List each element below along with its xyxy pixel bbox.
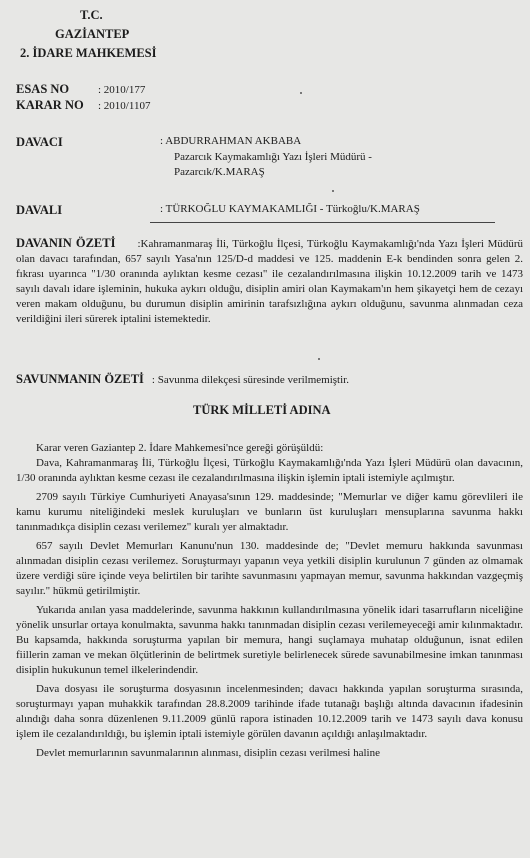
- savunma-ozeti-label: SAVUNMANIN ÖZETİ: [16, 372, 144, 386]
- scan-speck: [300, 92, 302, 94]
- decision-title: TÜRK MİLLETİ ADINA: [193, 403, 331, 417]
- body-paragraph-1: Karar veren Gaziantep 2. İdare Mahkemesi'nce gereği görüşüldü:: [36, 442, 324, 454]
- decision-body: [16, 441, 523, 761]
- karar-value: : 2010/1107: [98, 100, 151, 112]
- davaci-label: DAVACI: [16, 135, 63, 149]
- davaci-title: Pazarcık Kaymakamlığı Yazı İşleri Müdürü -: [174, 151, 372, 163]
- underline-davali: [150, 222, 495, 223]
- dava-ozeti-text: :Kahramanmaraş İli, Türkoğlu İlçesi, Türkoğlu Kaymakamlığı'nda Yazı İşleri Müdürü olan davacı tarafından, 657 sayılı Yasa'nın 125/D-d maddesi ve 125. maddenin E-k bendinden sonra gelen 2. fıkrası uyarınca "1/30 oranında aylıktan kesme cezası" ile cezalandırılmasına ilişkin 10.12.2009 tarih ve 1473 sayılı davalı idare işleminin, hukuka aykırı olduğu, disiplin amiri olan Kaymakam'ın hem şikayetçi hem de cezayı veren makam olduğunu, bu durumun disiplin amirinin tarafsızlığına aykırı olduğunu, savunma alınmadan ceza verildiğini ileri sürerek iptalini istemektedir.: [16, 238, 524, 325]
- body-paragraph-7: Devlet memurlarının savunmalarının alınması, disiplin cezası verilmesi haline: [36, 747, 380, 759]
- davali-name: : TÜRKOĞLU KAYMAKAMLIĞI - Türkoğlu/K.MARAŞ: [160, 203, 420, 215]
- body-paragraph-6: Dava dosyası ile soruşturma dosyasının incelenmesinden; davacı hakkında yapılan soruşturma sırasında, soruşturmayı yapan muhakkik tarafından 28.8.2009 tarihinde ifade tutanağı başlığı altında davacının ifadesinin alındığı daha sonra düzenlenen 9.11.2009 günlü rapora istinaden 10.12.2009 tarih ve 1473 sayılı dava konusu işlem ile cezalandırıldığı, bu işlemin iptali istemiyle görülen davanın açıldığı anlaşılmaktadır.: [16, 683, 523, 740]
- body-paragraph-3: 2709 sayılı Türkiye Cumhuriyeti Anayasa'sının 129. maddesinde; "Memurlar ve diğer kamu görevlileri ile kamu kurumu niteliğindeki meslek kuruluşları ve bunların üst kuruluşları mensuplarına savunma hakkı tanınmadıkça disiplin cezası verilemez" kuralı yer almaktadır.: [16, 491, 523, 533]
- karar-label: KARAR NO: [16, 98, 84, 112]
- body-paragraph-2: Dava, Kahramanmaraş İli, Türkoğlu İlçesi, Türkoğlu Kaymakamlığı'nda Yazı İşleri Müdürü olan davacının, 1/30 oranında aylıktan kesme cezası ile cezalandırılmasına ilişkin işlemin iptali istemiyle açılmıştır.: [16, 457, 523, 484]
- court-name: 2. İDARE MAHKEMESİ: [20, 46, 157, 60]
- dava-ozeti-paragraph: [16, 236, 523, 327]
- body-paragraph-5: Yukarıda anılan yasa maddelerinde, savunma hakkının kullandırılmasına yönelik idari tasarrufların niceliğine yönelik unsurlar ortaya konulmakta, savunma hakkı tanınmadan disiplin cezası verilemeyeceği amir kılınmaktadır. Bu kapsamda, hakkında soruşturma yapılan bir memura, hangi suçlamaya muhatap olduğunun, isnat edilen fiillerin zaman ve mekan ölçütlerinin de belirtmek suretiyle belirlenecek sürede savunabilmesine imkan tanınması disiplin hukukunun temel ilkelerindendir.: [16, 604, 523, 676]
- savunma-ozeti-text: : Savunma dilekçesi süresinde verilmemiştir.: [151, 374, 349, 386]
- davaci-name: : ABDURRAHMAN AKBABA: [160, 135, 302, 147]
- body-paragraph-4: 657 sayılı Devlet Memurları Kanunu'nun 130. maddesinde de; "Devlet memuru hakkında savunması alınmadan disiplin cezası verilemez. Soruşturmayı yapanın veya yetkili disiplin kurulunun 7 günden az olmamak üzere verdiği süre içinde veya belirtilen bir tarihte savunmasını yapmayan memur, savunma hakkından vazgeçmiş sayılır." hükmü getirilmiştir.: [16, 540, 523, 597]
- davali-label: DAVALI: [16, 203, 63, 217]
- davaci-location: Pazarcık/K.MARAŞ: [174, 166, 265, 178]
- savunma-ozeti-row: [16, 370, 349, 388]
- dava-ozeti-label: DAVANIN ÖZETİ: [16, 236, 116, 250]
- esas-label: ESAS NO: [16, 82, 70, 96]
- scan-speck: [332, 190, 334, 192]
- city-name: GAZİANTEP: [55, 27, 130, 41]
- country-abbrev: T.C.: [80, 8, 103, 22]
- scan-speck: [318, 358, 320, 360]
- esas-value: : 2010/177: [98, 84, 146, 96]
